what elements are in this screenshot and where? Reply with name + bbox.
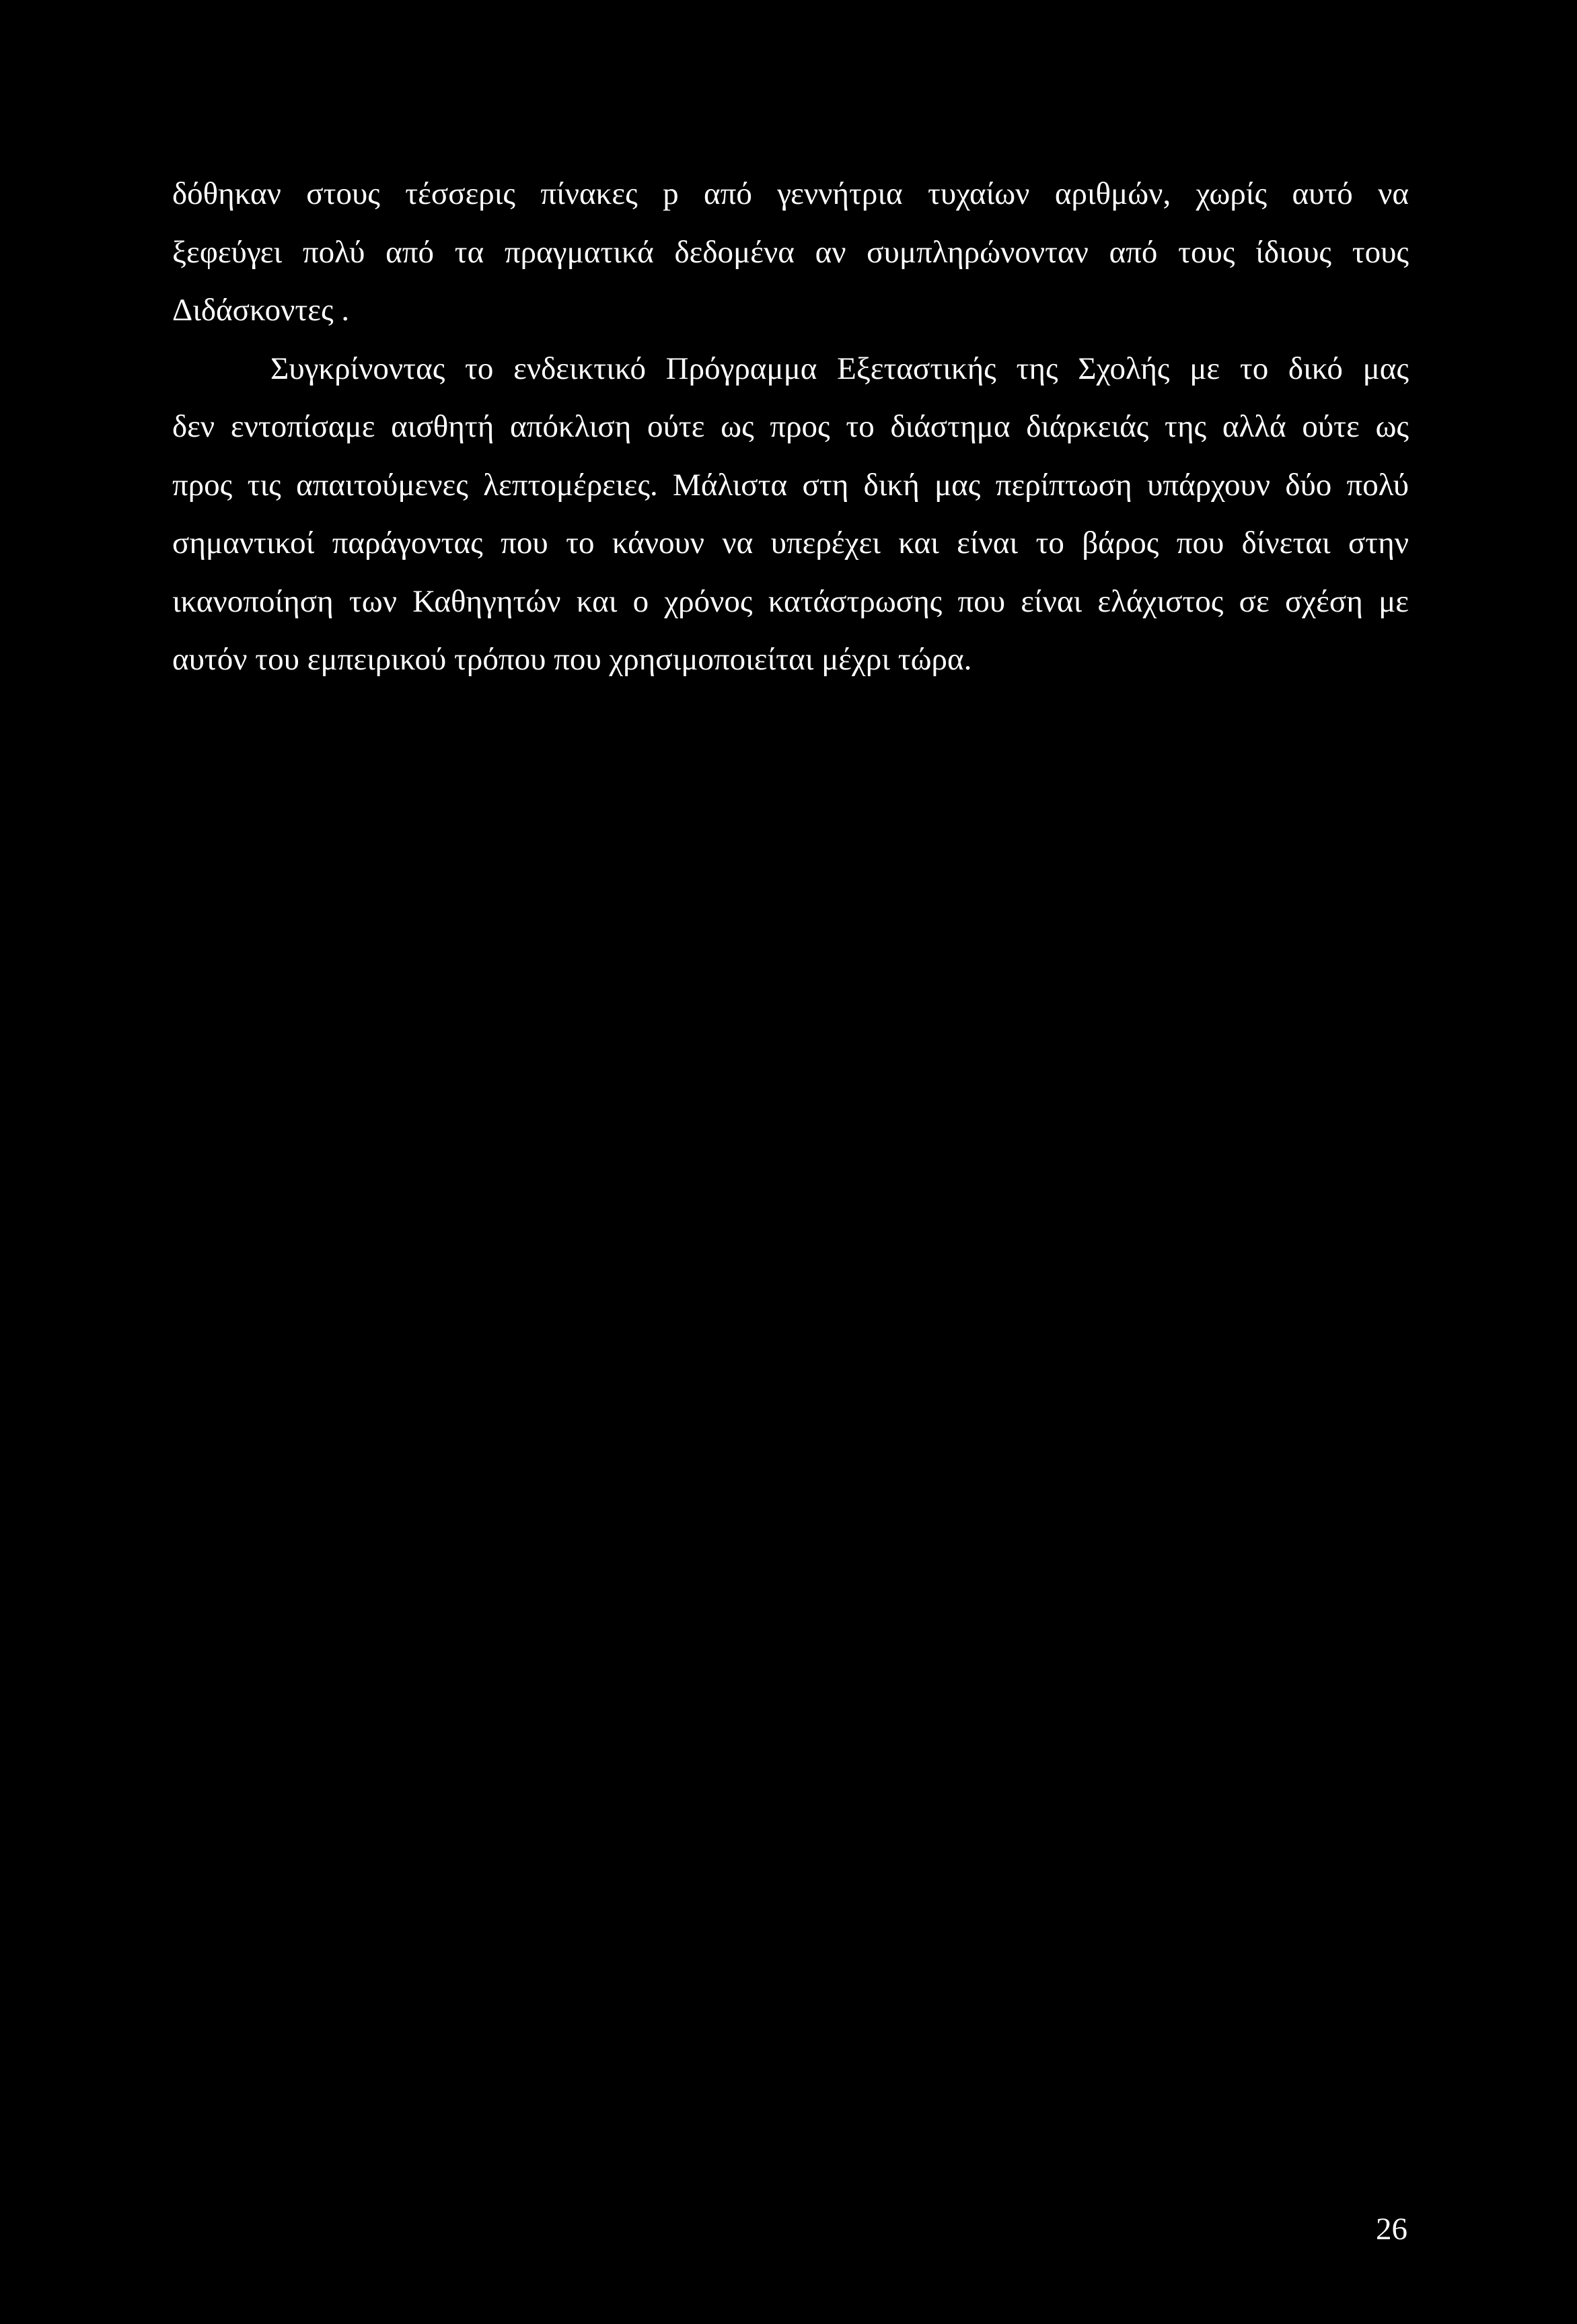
paragraph-2-line-2: δεν εντοπίσαμε αισθητή απόκλιση ούτε ως προς το διάστημα διάρκειάς της αλλά ούτε ως xyxy=(172,409,1409,444)
paragraph-2-line-3: προς τις απαιτούμενες λεπτομέρειες. Μάλιστα στη δική μας περίπτωση υπάρχουν δύο πολύ xyxy=(172,467,1409,503)
paragraph-2-line-1: Συγκρίνοντας το ενδεικτικό Πρόγραμμα Εξεταστικής της Σχολής με το δικό μας xyxy=(270,351,1409,386)
paragraph-2-line-6: αυτόν του εμπειρικού τρόπου που χρησιμοποιείται μέχρι τώρα. xyxy=(172,642,972,677)
paragraph-1-line-3: Διδάσκοντες . xyxy=(172,293,350,328)
paragraph-2-line-4: σημαντικοί παράγοντας που το κάνουν να υπερέχει και είναι το βάρος που δίνεται στην xyxy=(172,525,1409,560)
body-text xyxy=(172,165,1409,689)
paragraph-2-line-5: ικανοποίηση των Καθηγητών και ο χρόνος κατάστρωσης που είναι ελάχιστος σε σχέση με xyxy=(172,583,1409,619)
paragraph-1-line-2: ξεφεύγει πολύ από τα πραγματικά δεδομένα αν συμπληρώνονταν από τους ίδιους τους xyxy=(172,234,1409,270)
page-number: 26 xyxy=(1376,2212,1407,2247)
paragraph-1-line-1: δόθηκαν στους τέσσερις πίνακες p από γεννήτρια τυχαίων αριθμών, χωρίς αυτό να xyxy=(172,176,1409,211)
